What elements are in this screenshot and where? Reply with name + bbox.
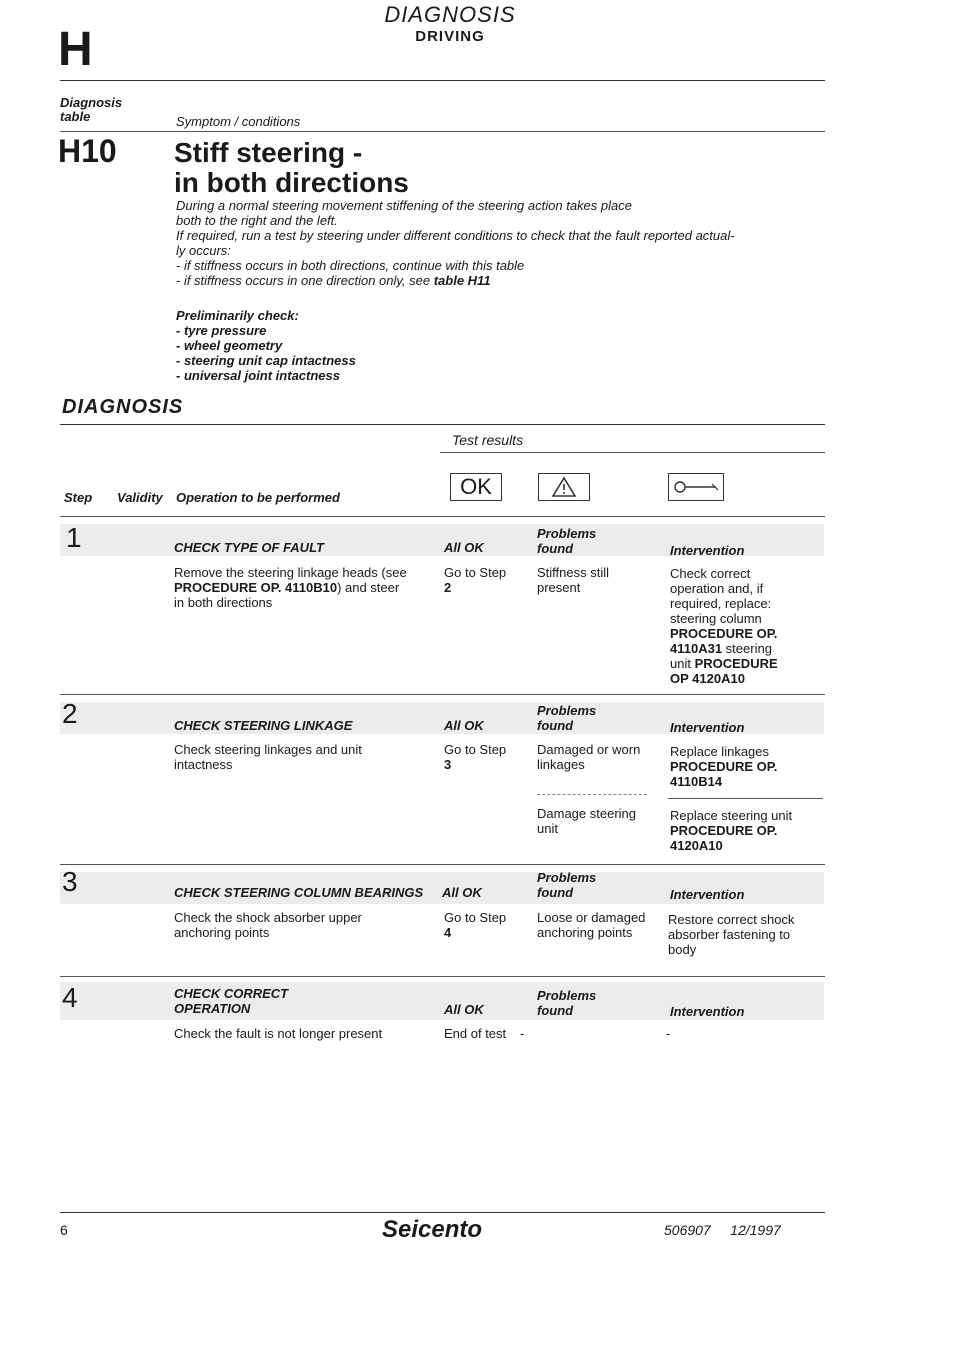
problems-found-label: Problems found: [537, 870, 597, 900]
step-rule: [60, 694, 825, 695]
sub-row-rule: [537, 794, 647, 795]
test-results-rule: [440, 452, 825, 453]
step-number: 3: [62, 866, 78, 897]
sub-row-rule: [668, 798, 823, 799]
all-ok-label: All OK: [444, 718, 484, 733]
problems-found-label: Problems found: [537, 988, 597, 1018]
intervention-text: Replace linkages PROCEDURE OP. 4110B14: [670, 744, 778, 789]
result-text: Go to Step 3: [444, 742, 507, 772]
result-text: Go to Step 2: [444, 565, 507, 595]
step-rule: [60, 976, 825, 977]
step-title: CHECK STEERING COLUMN BEARINGS: [174, 885, 424, 900]
warning-icon: [538, 473, 590, 501]
doc-reference: 506907 12/1997: [664, 1222, 781, 1238]
diagnosis-table-label-2: table: [60, 109, 91, 124]
ok-icon: OK: [450, 473, 502, 501]
page-number: 6: [60, 1222, 68, 1238]
section-letter: H: [58, 23, 93, 76]
problem-text: Damage steering unit: [537, 806, 636, 836]
preliminary-check: Preliminarily check: - tyre pressure - wheel geometry - steering unit cap intactness - universal joint intactness: [176, 308, 356, 383]
step-title: CHECK CORRECT OPERATION: [174, 986, 289, 1016]
header-title: DIAGNOSIS: [384, 2, 516, 27]
fault-description: During a normal steering movement stiffening of the steering action takes place both to the right and the left. If required, run a test by steering under different conditions to check that the fault reported actual- ly occurs: - if stiffness occurs in both directions, continue with this table - if stiffness occurs in one direction only, see table H11: [176, 198, 735, 288]
fault-code: H10: [58, 133, 117, 169]
operation-text: Remove the steering linkage heads (see PROCEDURE OP. 4110B10) and steer in both directions: [174, 565, 407, 610]
step-number: 2: [62, 698, 78, 729]
diagnosis-heading: DIAGNOSIS: [62, 396, 184, 418]
problems-found-label: Problems found: [537, 526, 597, 556]
step-title: CHECK TYPE OF FAULT: [174, 540, 324, 555]
step-rule: [60, 864, 825, 865]
problem-text: -: [520, 1026, 525, 1041]
operation-text: Check the fault is not longer present: [174, 1026, 383, 1041]
operation-text: Check steering linkages and unit intactness: [174, 742, 362, 772]
wrench-icon: [668, 473, 724, 501]
symptom-label: Symptom / conditions: [176, 114, 301, 129]
operation-text: Check the shock absorber upper anchoring points: [174, 910, 362, 940]
result-text: End of test: [444, 1026, 507, 1041]
intervention-label: Intervention: [670, 1004, 745, 1019]
problem-text: Stiffness still present: [537, 565, 610, 595]
step-number: 4: [62, 982, 78, 1013]
intervention-text: Check correct operation and, if required, replace: steering column PROCEDURE OP. 4110A31 steering unit PROCEDURE OP 4120A10: [670, 566, 778, 686]
intervention-text: Replace steering unit PROCEDURE OP. 4120A10: [670, 808, 793, 853]
fault-title: Stiff steering - in both directions: [174, 137, 409, 198]
step-number: 1: [66, 522, 82, 553]
table-ref-link: table H11: [433, 273, 491, 288]
header-subtitle: DRIVING: [415, 28, 485, 45]
intervention-text: -: [666, 1026, 671, 1041]
header-rule: [60, 80, 825, 81]
step-col-header: Step: [64, 490, 93, 505]
diagnosis-table-label: Diagnosis: [60, 95, 123, 110]
intervention-text: Restore correct shock absorber fastening to body: [668, 912, 795, 957]
problem-text: Damaged or worn linkages: [537, 742, 641, 772]
diagnosis-rule: [60, 424, 825, 425]
result-text: Go to Step 4: [444, 910, 507, 940]
problem-text: Loose or damaged anchoring points: [537, 910, 646, 940]
all-ok-label: All OK: [442, 885, 482, 900]
validity-col-header: Validity: [117, 490, 163, 505]
brand-logo: Seicento: [382, 1216, 483, 1243]
footer-rule: [60, 1212, 825, 1213]
table-header-rule: [60, 516, 825, 517]
symptom-rule: [60, 131, 825, 132]
problems-found-label: Problems found: [537, 703, 597, 733]
test-results-label: Test results: [452, 432, 524, 448]
intervention-label: Intervention: [670, 887, 745, 902]
all-ok-label: All OK: [444, 540, 484, 555]
operation-col-header: Operation to be performed: [176, 490, 340, 505]
step-title: CHECK STEERING LINKAGE: [174, 718, 353, 733]
intervention-label: Intervention: [670, 543, 745, 558]
all-ok-label: All OK: [444, 1002, 484, 1017]
intervention-label: Intervention: [670, 720, 745, 735]
